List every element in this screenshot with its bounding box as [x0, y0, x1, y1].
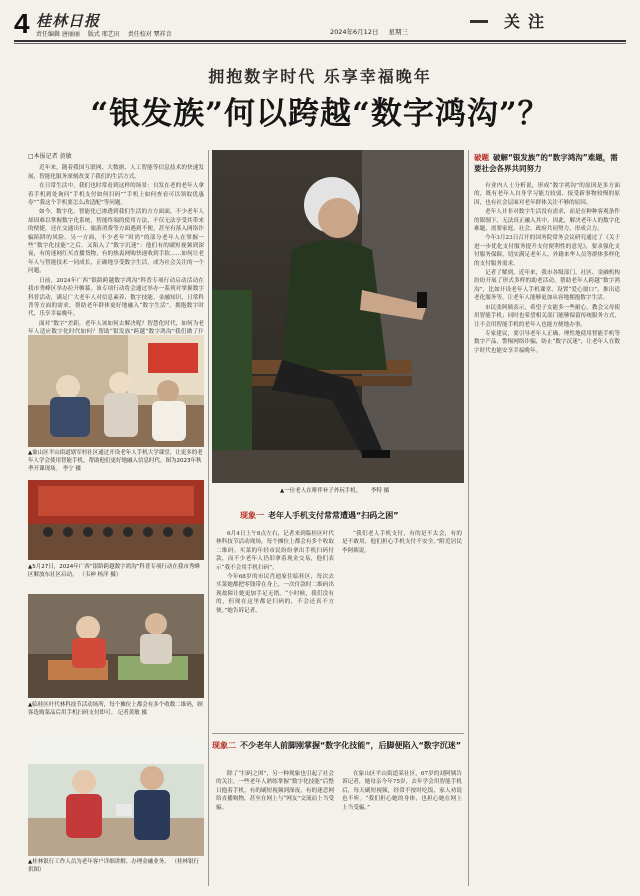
editor-credit: 责任校对 覃祥音 [127, 31, 172, 38]
caption-credit: （桂林银行供图） [28, 859, 199, 873]
photo-market [28, 594, 204, 698]
scene1-paragraph: “我们老人手机支付，有的是不太会，有的是不敢用，他们担心手机支付不安全。”附近居民李阿姨说。 [342, 531, 462, 554]
kicker: 拥抱数字时代 乐享幸福晚年 [208, 67, 432, 86]
breakthrough-tag: 破题 [474, 153, 489, 162]
section-bar [470, 20, 488, 23]
photo-phone-class [28, 335, 204, 447]
page-number: 4 [14, 8, 30, 39]
scene1-paragraph: 今年68岁的市民肖迪家住临桂区，每次去买菜她都把零钱带在身上，一次付款时二维码出现故障让她更加手足无措。“小时候，我们没有的，但现在这里都是扫码的，不会还真不方便。”她告诉记者。 [216, 574, 334, 614]
breakthrough-paragraph: 今年3月23日召开的国务院常务会议研究通过了《关于进一步优化支付服务提升支付便利性的意见》，要求强化支付服务保障，切实满足老年人、外籍来华人员等群体多样化的支付服务需求。 [474, 235, 620, 267]
issue-date: 2024年6月12日 [330, 28, 379, 36]
scene1-title: 老年人手机支付常常遭遇“扫码之困” [268, 511, 399, 520]
breakthrough-paragraph: 市民张阿姨表示，希望子女能多一些耐心，教会父母使用智能手机；同时也希望相关部门能够保留传统服务方式，让不会用智能手机的老年人也能方便地办事。 [474, 304, 620, 328]
caption-main-photo [280, 487, 464, 495]
headline: “银发族”何以跨越“数字鸿沟”？ [90, 96, 550, 132]
caption-photo4 [28, 858, 204, 874]
caption-photo1 [28, 449, 204, 473]
byline: □本报记者 黄敏 [28, 153, 72, 160]
masthead-rule [14, 40, 626, 42]
lead-column [28, 153, 204, 346]
breakthrough-paragraph: 有业内人士分析说，形成“数字鸿沟”的原因是多方面的，既有老年人自身学习能力较弱、接受新事物较慢的原因，也有社会层面对老年群体关注不够的原因。 [474, 183, 620, 206]
scene1-paragraph: 6月4日上午8点左右，记者来到临桂区叶代林科技节活动现场，每个摊位上都会有多个收取二维码。买菜的年轻市民纷纷拿出手机扫码付款，而不少老年人仍旧拿着现金交易，他们表示“我不会用手机扫码”。 [216, 531, 334, 571]
photo-elderly-man-phone [212, 150, 464, 483]
scene1-column-a [216, 530, 334, 616]
scene2-paragraph: 在象山区平山街道某社区，67岁的刘阿姨告诉记者，她母亲今年75岁，去年学会用智能手机后，每天刷短视频，经常不按时吃饭，家人劝说也不听。“我们担心她的身体，也担心她在网上上当受骗。” [342, 771, 462, 811]
caption-credit: 记者黄敏 摄 [117, 710, 148, 716]
breakthrough-title: 破解“银发族”的“数字鸿沟”难题，需要社会各界共同努力 [474, 153, 618, 173]
editor-credits [36, 29, 178, 38]
caption-credit: 李特 摄 [370, 488, 390, 494]
scene1-tag: 现象一 [240, 511, 264, 520]
caption-credit: 李宁 摄 [62, 466, 82, 472]
masthead [0, 0, 640, 44]
breakthrough-paragraph: 记者了解到，近年来，我市各级部门、社区、金融机构纷纷开展了形式多样的助老活动，帮助老年人跨越“数字鸿沟”，比如开设老年人手机课堂、设置“爱心窗口”、推出适老化服务等，让老年人能够更加从容地拥抱数字生活。 [474, 270, 620, 302]
scene1-column-b [342, 530, 462, 556]
column-divider [468, 150, 469, 886]
scene2-column-b [342, 770, 462, 813]
caption-photo2 [28, 563, 204, 579]
lead-paragraph: 如今，数字化、智能化已渗透到我们生活的方方面面，不少老年人却因难以掌握数字化系统，智能终端的使用方法，不仅无法享受其带来的便捷，还在交通出行、旅游消费等方面遇到不便，甚至有落入网络诈骗陷阱的风险。另一方面，不少老年“时尚”的部分老年人在掌握一些“数字化技能”之后，又陷入了“数字沉迷”：他们有的刷短视频到深夜，有的迷网红买直播货物，有的热衷网购快递收到手软……如何让老年人与智能技术一同成长，正确地享受数字生活，成为社会关注的一个问题。 [28, 209, 204, 275]
breakthrough-subhead [474, 152, 622, 174]
lead-paragraph: 在日常生活中，我们也时常看到这样的场景：自发在老的老年人拿着手机到处询问“手机支付如何扫码”“手机上如何查看可以领取优惠券”“我这个手机要怎么改适配”等问题。 [28, 183, 204, 207]
date-line [330, 27, 416, 36]
issue-weekday: 星期三 [388, 28, 409, 36]
section-label: 关注 [488, 10, 558, 34]
scene2-tag: 现象二 [212, 741, 236, 750]
column-divider [208, 150, 209, 886]
scene2-paragraph: 除了“扫码之困”，另一种现象也引起了社会的关注，一些老年人熟练掌握“数字化技能”后整日抱着手机，有的刷短视频到深夜，有的迷恋网络直播购物，甚至在网上与“网友”交流而上当受骗。 [216, 771, 334, 811]
breakthrough-paragraph: 老年人并非对数字生活没有需求，而是在种种客观条件的限制下，无法真正融入其中。因此，解决老年人的数字化难题，需要家庭、社会、政府共同努力，形成合力。 [474, 209, 620, 233]
scene-divider [212, 733, 464, 734]
scene2-column-a [216, 770, 334, 813]
editor-credit: 版式 邢艺田 [87, 31, 120, 38]
scene2-subhead [212, 740, 464, 752]
breakthrough-paragraph: 专家建议，要引导老年人正确、理性地使用智能手机等数字产品，警惕网络诈骗，防止“数字沉迷”，让老年人在数字时代也能安享幸福晚年。 [474, 330, 620, 354]
lead-paragraph: 面对“数字”差距，老年人该如何去解决呢？智慧化时代，如何为老年人适应数字化时代如何？帮助“银发族”跨越“数字鸿沟”我们做了什 [28, 320, 204, 336]
caption-text: ▲5月27日，2024年广西“银龄跨越数字鸿沟”科普专项行动在我市秀峰区解放东社区启动。 [28, 564, 200, 578]
scene1-subhead [240, 510, 464, 522]
masthead-rule-thin [14, 43, 626, 44]
caption-photo3 [28, 701, 204, 717]
editor-credit: 责任编辑 唐丽丽 [36, 31, 80, 38]
lead-paragraph: 近年来，随着我国互联网、大数据、人工智能等信息技术的快速发展，智能化服务深刻改变了我们的生活方式。 [28, 165, 204, 180]
caption-text: ▲桂林银行工作人员为老年客户详细讲解、办理金融业务。 [28, 859, 170, 865]
scene2-title: 不少老年人前脚刚掌握“数字化技能”，后脚便陷入“数字沉迷” [240, 741, 462, 750]
breakthrough-column [474, 182, 620, 356]
photo-launch-event [28, 480, 204, 560]
caption-text: ▲临桂区叶代林科技节活动场所，每个摊位上都会有多个收数二维码，顾客选购菜品后用手机扫码支付即可。 [28, 702, 203, 716]
caption-text: ▲象山区平山街道辖军村社区通过开设老年人手机大学课堂，让更多的老年人学会使用智能手机，帮助他们更好地融入信息时代。图为2023年秋季开课现场。 [28, 450, 203, 472]
photo-bank-service [28, 738, 204, 856]
caption-text: ▲一位老人在啡伴补子外玩手机。 [280, 488, 362, 494]
lead-paragraph: 日前，2024年广西“银龄跨越数字鸿沟”科普专项行动启动活动在我市秀峰区举办拉开帷幕。该专项行动将会通过举办一系列对掌握数字科普活动，满足广大老年人对信息素养、数字技能、金融知识、日常科普等方面的需求，帮助老年群体更好地融入“数字生活”，拥抱数字时代，乐享幸福晚年。 [28, 277, 204, 318]
paper-name: 桂林日报 [36, 12, 101, 30]
caption-credit: （韦神 杨洋 摄） [79, 572, 122, 578]
